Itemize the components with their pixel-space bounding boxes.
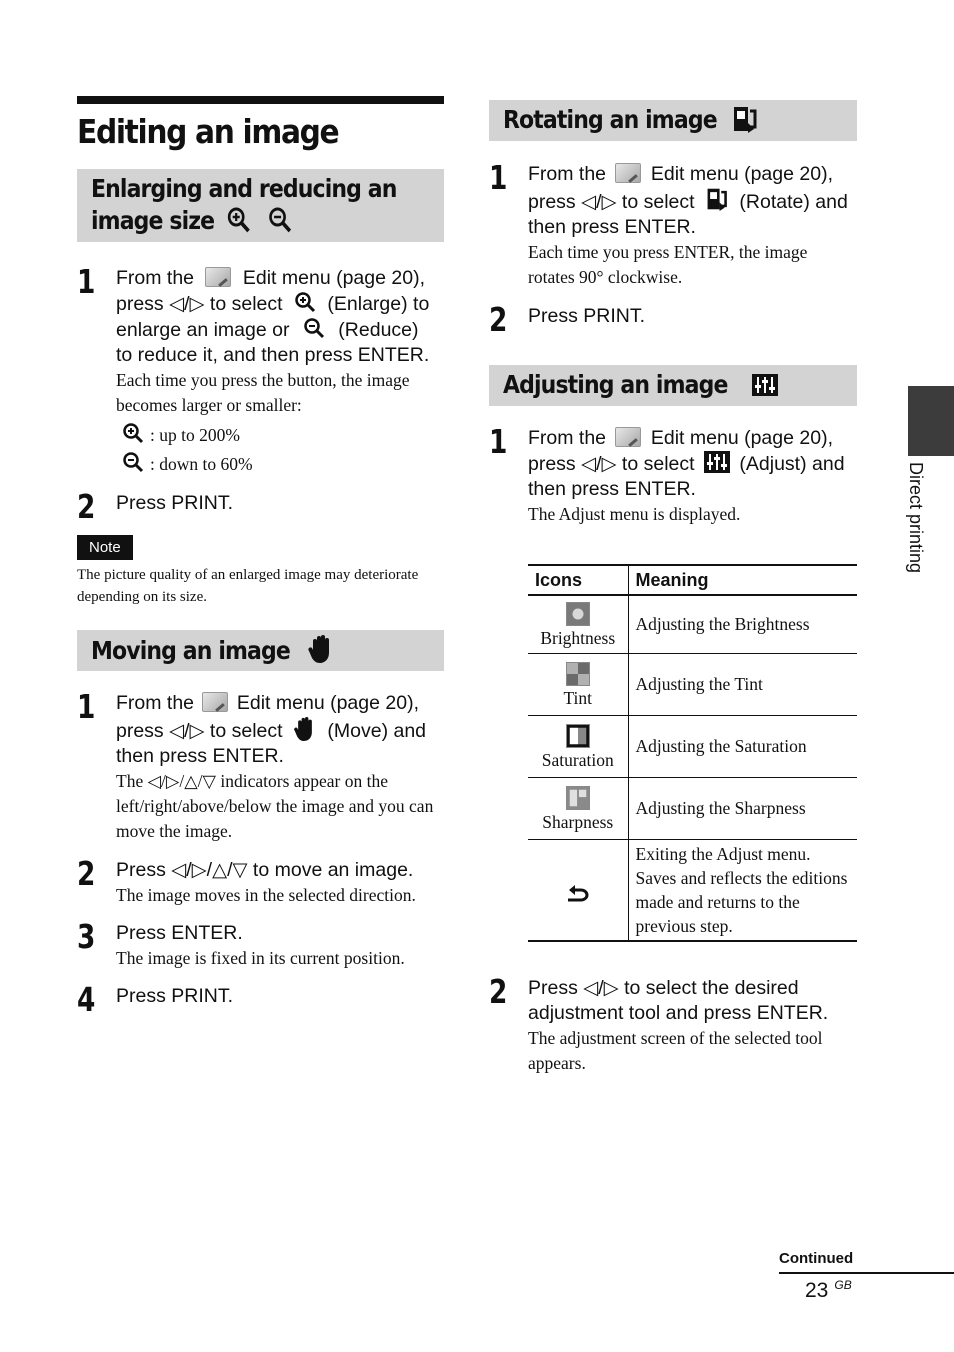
adjust-icon (752, 374, 778, 396)
text: From the (116, 267, 195, 289)
moving-step-3 (77, 917, 444, 971)
zoom-up-text: : up to 200% (150, 425, 240, 445)
edit-menu-icon (205, 267, 231, 287)
section-title-enlarge-line2 (91, 205, 293, 237)
text: then press ENTER. (528, 478, 696, 500)
zoom-down-row (116, 451, 444, 477)
text: Edit menu (page 20), (650, 163, 833, 185)
rotating-step-2-instruction: Press PRINT. (528, 305, 646, 327)
table-cell-meaning: Adjusting the Tint (628, 653, 857, 715)
zoom-out-icon (122, 451, 144, 473)
text: Edit menu (page 20), (236, 692, 419, 714)
section-title-rotating: Rotating an image (503, 105, 717, 134)
return-icon (565, 881, 591, 903)
rotating-step-1 (489, 158, 857, 290)
page-number-value: 23 (805, 1279, 829, 1302)
section-header-rotating (489, 100, 857, 141)
table-row (528, 777, 857, 839)
enlarge-step-1-instruction (116, 266, 444, 368)
moving-step-4-instruction: Press PRINT. (116, 985, 234, 1007)
note-block (77, 535, 444, 608)
text: then press ENTER. (528, 216, 696, 238)
text: (Reduce) (338, 319, 419, 341)
section-title-adjusting: Adjusting an image (503, 370, 728, 399)
side-tab-marker (908, 386, 954, 456)
saturation-icon (566, 724, 590, 748)
enlarge-step-2 (77, 487, 444, 526)
moving-step-2-description: The image moves in the selected direction. (116, 885, 416, 905)
zoom-limits (116, 422, 444, 477)
enlarge-step-2-instruction: Press PRINT. (116, 492, 234, 514)
text: From the (528, 163, 607, 185)
adjusting-step-1-description: The Adjust menu is displayed. (528, 504, 741, 524)
text: From the (116, 692, 195, 714)
table-cell-meaning: Exiting the Adjust menu. Saves and reflects the editions made and returns to the previous step. (628, 839, 857, 941)
enlarge-step-1-description: Each time you press the button, the image becomes larger or smaller: (116, 370, 410, 415)
icon-label: Saturation (541, 750, 614, 770)
note-text: The picture quality of an enlarged image may deteriorate depending on its size. (77, 567, 419, 605)
adjust-icon (704, 451, 730, 473)
text: (Move) and (327, 720, 427, 742)
table-cell-icon (528, 653, 628, 715)
text: Edit menu (page 20), (650, 427, 833, 449)
step-number: 2 (489, 300, 508, 339)
rotating-step-1-description: Each time you press ENTER, the image rotates 90° clockwise. (528, 242, 808, 287)
zoom-up-row (116, 422, 444, 448)
text: press ◁/▷ to select (528, 453, 695, 475)
table-cell-meaning: Adjusting the Sharpness (628, 777, 857, 839)
rotating-step-2 (489, 300, 857, 339)
adjusting-step-2-instruction: Press ◁/▷ to select the desired adjustment tool and press ENTER. (528, 976, 829, 1024)
text: From the (528, 427, 607, 449)
section-title-enlarge-text: image size (91, 206, 215, 235)
hand-icon (307, 634, 335, 664)
table-cell-icon (528, 595, 628, 653)
text: (Rotate) and (739, 191, 848, 213)
title-rule (77, 96, 444, 104)
table-header-meaning: Meaning (628, 565, 857, 595)
section-header-adjusting (489, 365, 857, 406)
section-header-enlarge (77, 169, 444, 242)
table-cell-meaning: Adjusting the Brightness (628, 595, 857, 653)
moving-step-4 (77, 980, 444, 1019)
rotate-icon (705, 187, 729, 211)
icon-label: Sharpness (542, 812, 614, 832)
text: (Enlarge) to (327, 293, 430, 315)
table-cell-meaning: Adjusting the Saturation (628, 715, 857, 777)
right-column (489, 100, 857, 1076)
moving-step-3-instruction: Press ENTER. (116, 922, 243, 944)
step-number: 2 (77, 854, 96, 893)
text: to reduce it, and then press ENTER. (116, 344, 430, 366)
zoom-in-icon (294, 291, 316, 313)
step-number: 4 (77, 980, 96, 1019)
zoom-in-icon (226, 206, 251, 234)
zoom-out-icon (303, 317, 325, 339)
left-column (77, 96, 444, 1019)
moving-step-3-description: The image is fixed in its current position. (116, 948, 405, 968)
note-badge: Note (77, 535, 133, 560)
table-cell-icon (528, 839, 628, 941)
edit-menu-icon (615, 427, 641, 447)
rotate-icon (732, 105, 758, 133)
enlarge-step-1 (77, 262, 444, 477)
footer-rule (779, 1272, 954, 1274)
text: then press ENTER. (116, 745, 284, 767)
hand-icon (293, 716, 317, 742)
zoom-down-text: : down to 60% (150, 454, 253, 474)
page-number (805, 1278, 852, 1303)
adjust-table (528, 564, 857, 942)
moving-step-1-instruction (116, 691, 444, 769)
rotating-step-1-instruction (528, 162, 857, 240)
adjusting-step-1 (489, 422, 857, 527)
step-number: 3 (77, 917, 96, 956)
step-number: 2 (489, 971, 508, 1011)
continued-label: Continued (779, 1250, 854, 1267)
zoom-out-icon (268, 206, 293, 234)
text: Edit menu (page 20), (242, 267, 425, 289)
adjusting-step-2 (489, 971, 857, 1076)
section-title-moving: Moving an image (91, 636, 290, 665)
text: press ◁/▷ to select (116, 720, 283, 742)
step-number: 1 (77, 262, 96, 301)
page-title: Editing an image (77, 112, 339, 151)
table-header-row (528, 565, 857, 595)
step-number: 1 (489, 158, 508, 197)
zoom-in-icon (122, 422, 144, 444)
step-number: 1 (489, 422, 508, 461)
icon-label: Tint (563, 688, 593, 708)
table-cell-icon (528, 777, 628, 839)
adjusting-step-2-description: The adjustment screen of the selected tool appears. (528, 1027, 823, 1073)
step-number: 2 (77, 487, 96, 526)
page-suffix: GB (834, 1278, 852, 1292)
moving-step-2-instruction: Press ◁/▷/△/▽ to move an image. (116, 859, 414, 881)
moving-step-2 (77, 854, 444, 908)
table-header-icons: Icons (528, 565, 628, 595)
moving-step-1 (77, 687, 444, 844)
section-header-moving (77, 630, 444, 671)
text: press ◁/▷ to select (528, 191, 695, 213)
table-row (528, 715, 857, 777)
text: press ◁/▷ to select (116, 293, 283, 315)
table-cell-icon (528, 715, 628, 777)
side-tab-label: Direct printing (906, 462, 926, 574)
table-row (528, 595, 857, 653)
step-number: 1 (77, 687, 96, 726)
moving-step-1-description: The ◁/▷/△/▽ indicators appear on the left/right/above/below the image and you can move the image. (116, 771, 434, 841)
edit-menu-icon (615, 163, 641, 183)
section-title-enlarge-line1: Enlarging and reducing an (91, 174, 397, 203)
icon-label: Brightness (540, 628, 616, 649)
brightness-icon (566, 602, 590, 626)
sharpness-icon (566, 786, 590, 810)
adjusting-step-1-instruction (528, 426, 857, 502)
table-row (528, 653, 857, 715)
text: (Adjust) and (739, 453, 845, 475)
table-row (528, 839, 857, 941)
text: enlarge an image or (116, 319, 290, 341)
edit-menu-icon (202, 692, 228, 712)
tint-icon (566, 662, 590, 686)
